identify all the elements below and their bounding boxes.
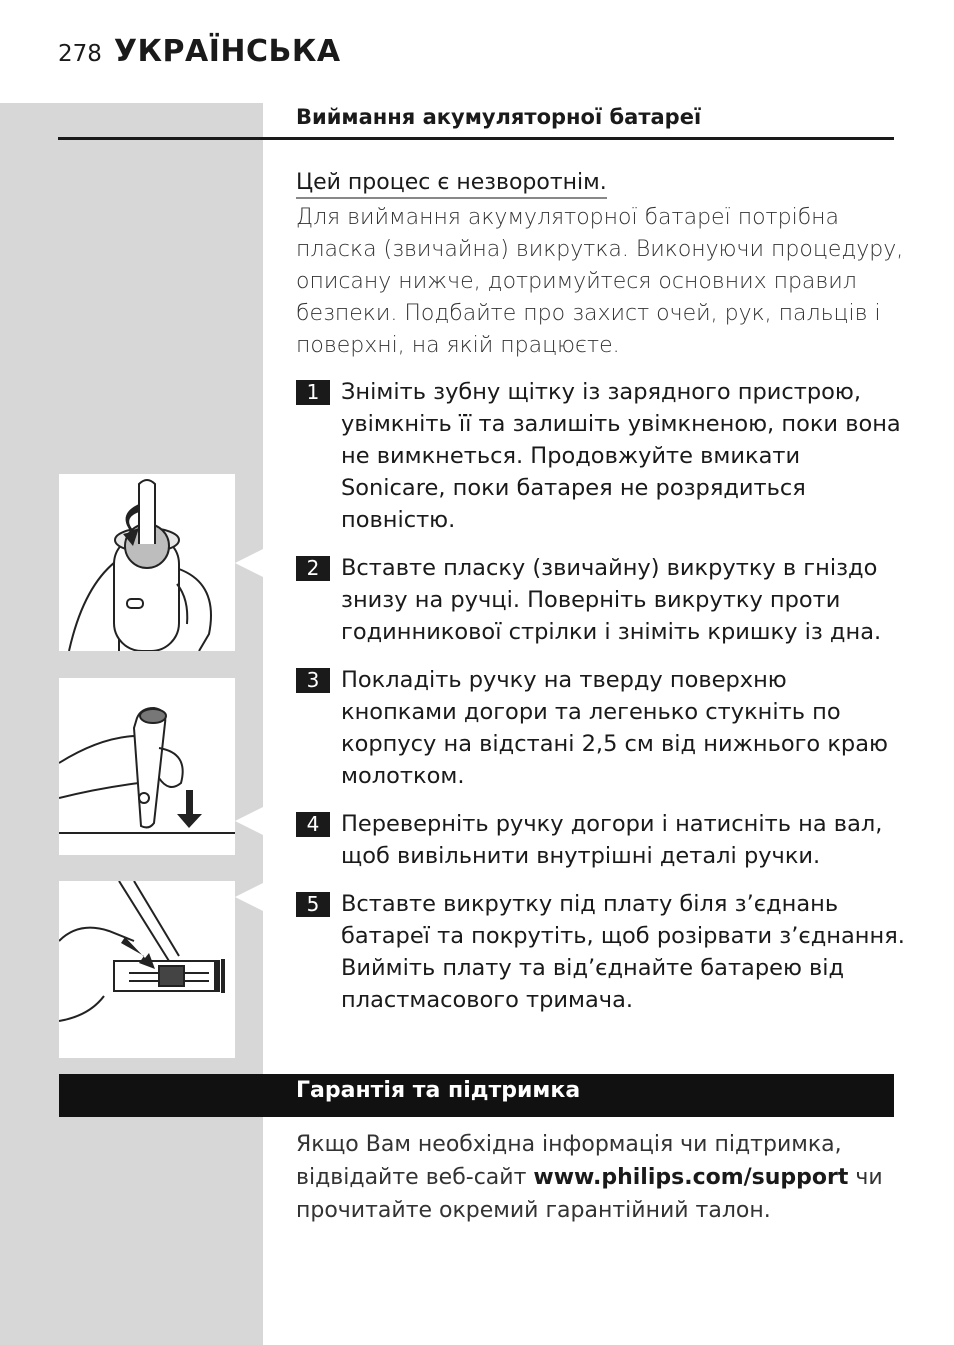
language-title: УКРАЇНСЬКА: [113, 34, 341, 69]
section-rule: [58, 137, 894, 140]
step-text: Зніміть зубну щітку із зарядного пристрою, увімкніть її та залишіть увімкненою, поки вона не вимкнеться. Продовжуйте вмикати Sonicare, поки батарея не розрядиться повністю.: [341, 379, 901, 533]
step-number: 1: [296, 380, 330, 405]
pointer-wedge: [235, 806, 265, 836]
steps-list: [296, 376, 906, 1016]
page-header: [58, 34, 341, 74]
pointer-wedge: [235, 548, 265, 578]
screwdriver-pcb-icon: [59, 881, 235, 1058]
support-paragraph: [296, 1128, 906, 1227]
step-item: [296, 808, 906, 872]
illustration-rotate-handle: [59, 474, 235, 651]
intro-paragraph: Для виймання акумуляторної батареї потрібна пласка (звичайна) викрутка. Виконуючи процедуру, описану нижче, дотримуйтеся основних правил безпеки. Подбайте про захист очей, рук, пальців і поверхні, на якій працюєте.: [296, 205, 904, 358]
page-number: 278: [58, 41, 102, 67]
step-text: Покладіть ручку на тверду поверхню кнопками догори та легенько стукніть по корпусу на відстані 2,5 см від нижнього краю молотком.: [341, 667, 888, 789]
step-text: Вставте викрутку під плату біля з’єднань батареї та покрутіть, щоб розірвати з’єднання. Вийміть плату та від’єднайте батарею від пластмасового тримача.: [341, 891, 905, 1013]
step-item: [296, 376, 906, 536]
support-text-after: чи прочитайте окремий гарантійний талон.: [296, 1165, 883, 1223]
illustration-screwdriver-pcb: [59, 881, 235, 1058]
section-title: Виймання акумуляторної батареї: [296, 105, 702, 129]
step-item: [296, 888, 906, 1016]
support-text-before: Якщо Вам необхідна інформація чи підтримка, відвідайте веб-сайт: [296, 1132, 842, 1190]
hammer-tap-icon: [59, 678, 235, 855]
step-text: Переверніть ручку догори і натисніть на вал, щоб вивільнити внутрішні деталі ручки.: [341, 811, 883, 869]
step-number: 5: [296, 892, 330, 917]
step-number: 4: [296, 812, 330, 837]
warning-text: Цей процес є незворотнім.: [296, 170, 607, 199]
step-number: 2: [296, 556, 330, 581]
brush-handle-icon: [59, 474, 235, 651]
illustration-tap-handle: [59, 678, 235, 855]
step-text: Вставте пласку (звичайну) викрутку в гніздо знизу на ручці. Поверніть викрутку проти годинникової стрілки і зніміть кришку із дна.: [341, 555, 882, 645]
step-item: [296, 664, 906, 792]
support-title: Гарантія та підтримка: [296, 1078, 581, 1103]
pointer-wedge: [235, 882, 265, 912]
step-number: 3: [296, 668, 330, 693]
step-item: [296, 552, 906, 648]
support-url[interactable]: www.philips.com/support: [533, 1165, 849, 1190]
